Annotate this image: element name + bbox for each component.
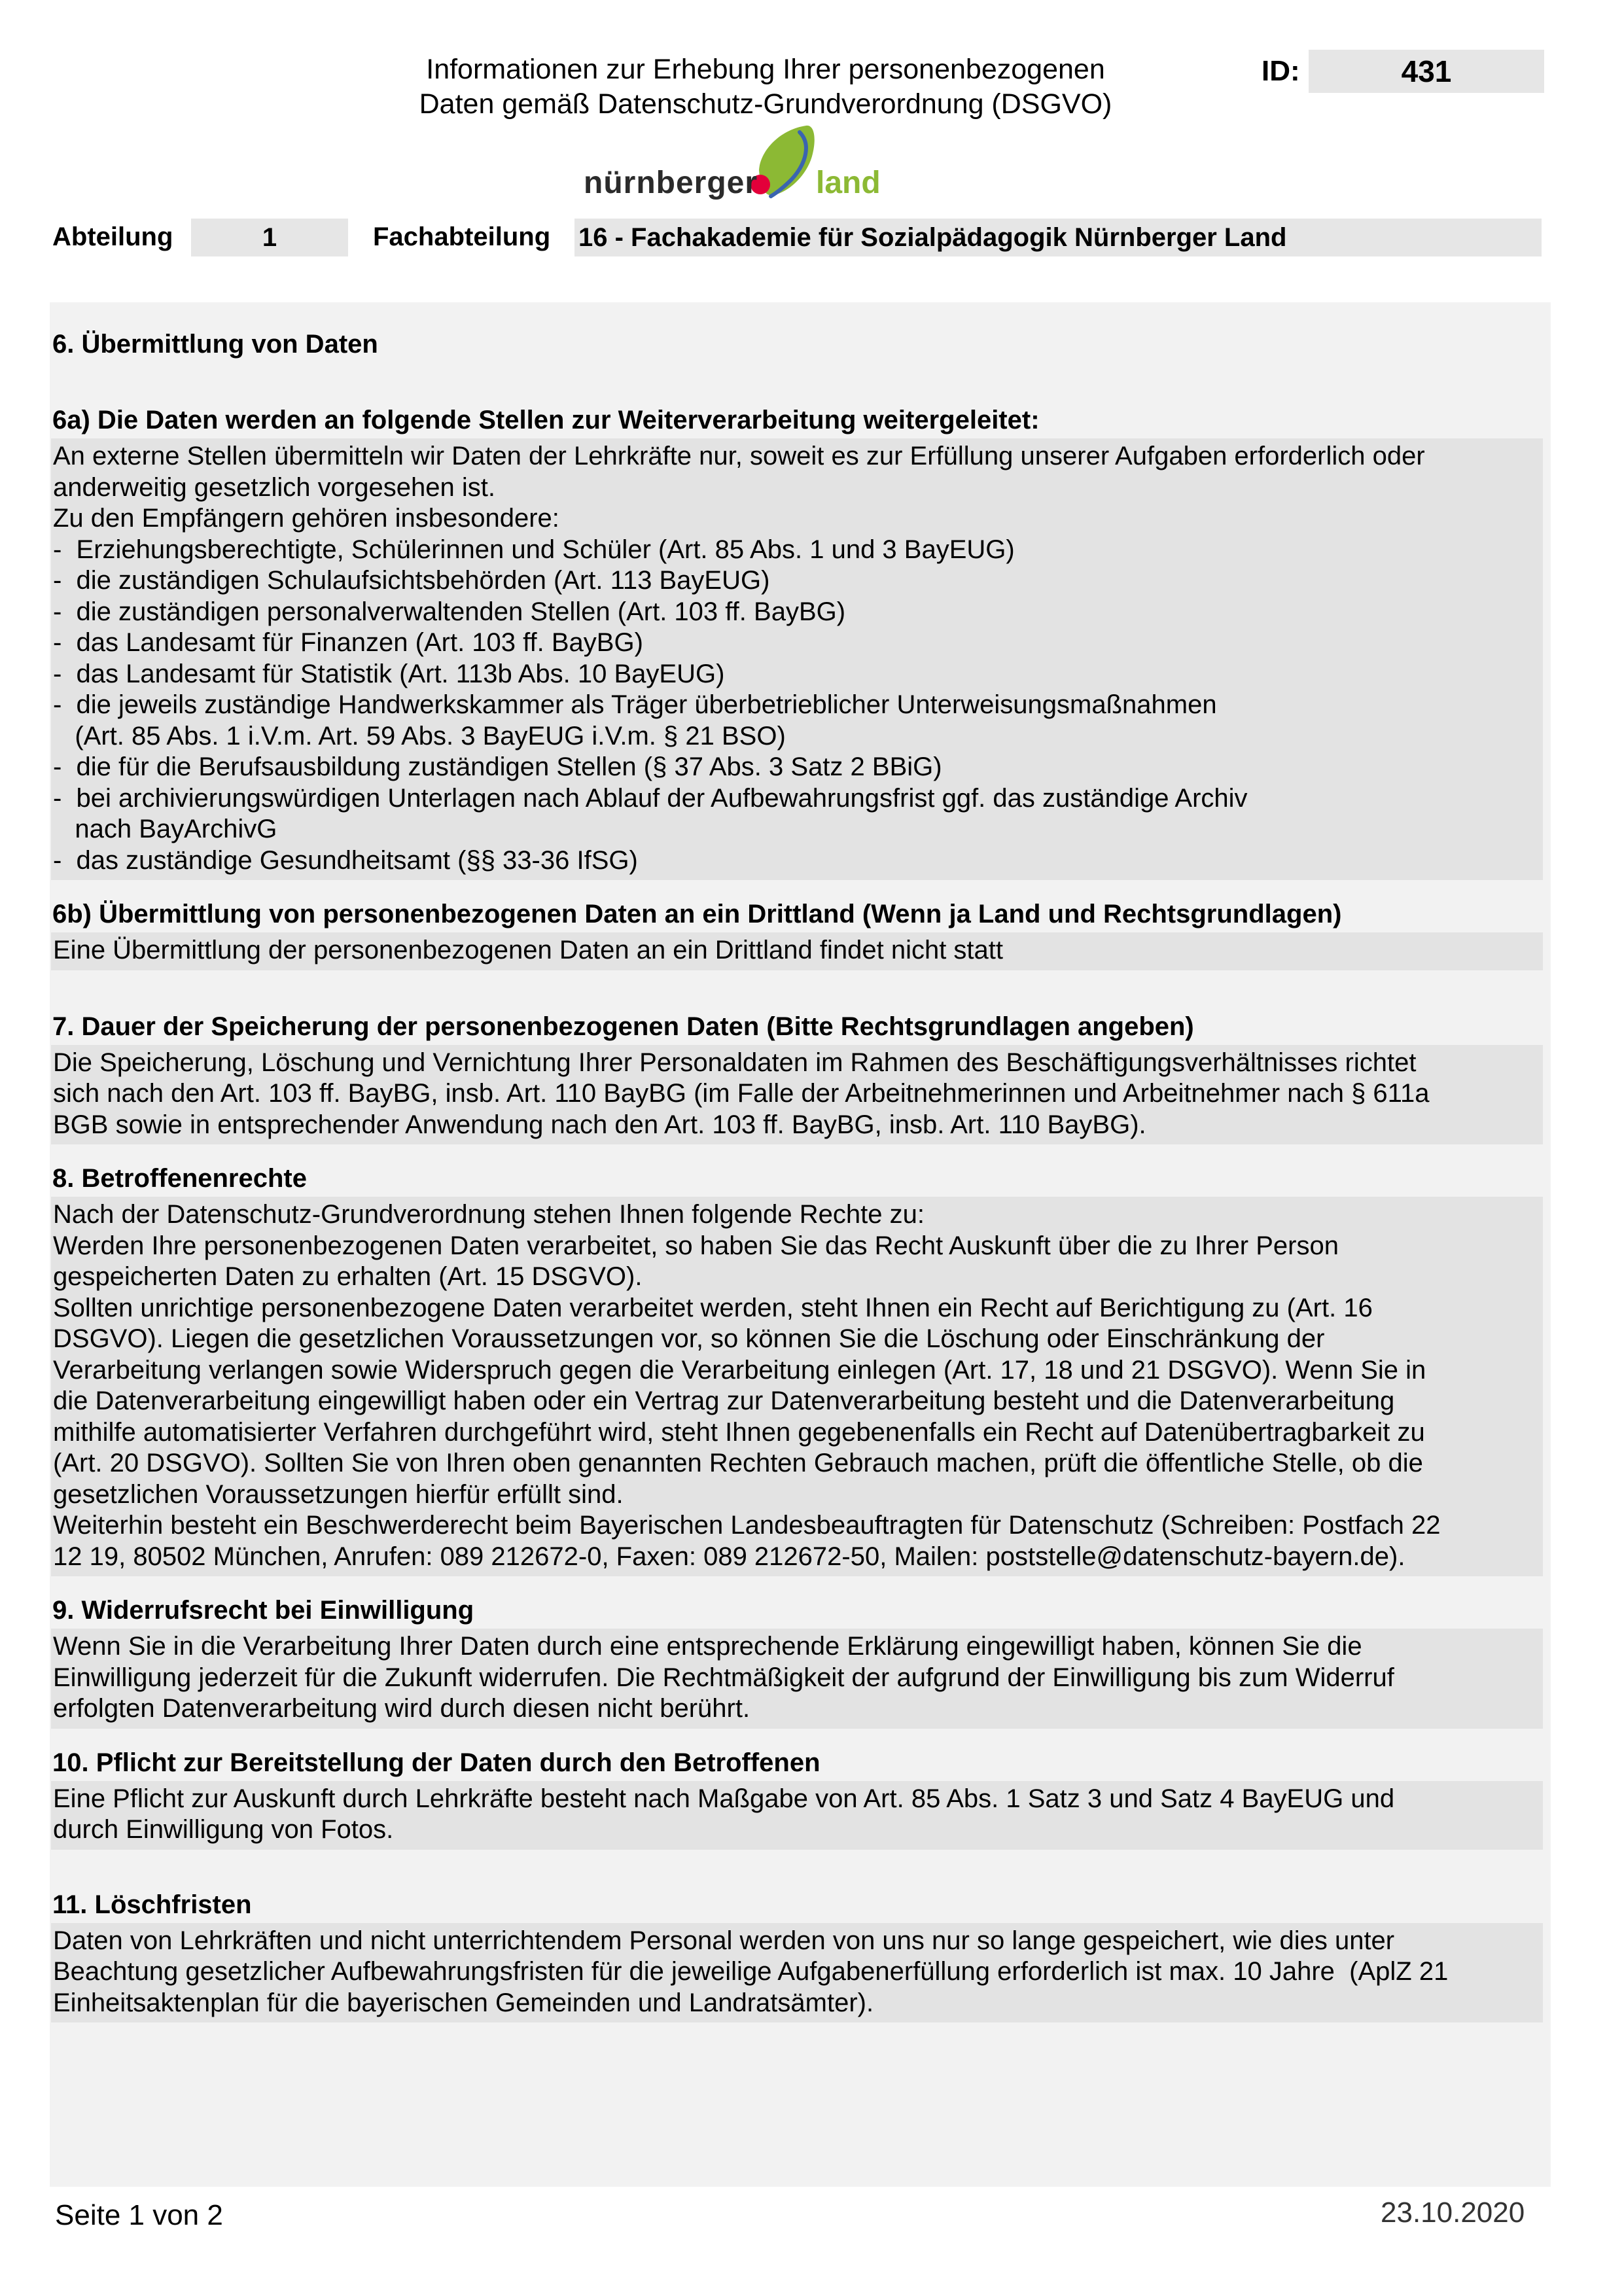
fachabteilung-field[interactable]: 16 - Fachakademie für Sozialpädagogik Nürnberger Land bbox=[574, 219, 1542, 256]
page-number: Seite 1 von 2 bbox=[55, 2199, 223, 2231]
section-7-field[interactable]: Die Speicherung, Löschung und Vernichtung Ihrer Personaldaten im Rahmen des Beschäftigungsverhältnisses richtet sich nach den Art. 103 ff. BayBG, insb. Art. 110 BayBG (im Falle der Arbeitnehmerinnen und Arbeitnehmer nach § 611a BGB sowie in entsprechender Anwendung nach den Art. 103 ff. BayBG, insb. Art. 110 BayBG). bbox=[51, 1045, 1543, 1145]
logo-text-right: land bbox=[816, 166, 881, 200]
abteilung-label: Abteilung bbox=[52, 222, 173, 251]
logo-text-left: nürnberger bbox=[584, 166, 758, 200]
document-title bbox=[262, 52, 1269, 122]
fachabteilung-label: Fachabteilung bbox=[373, 222, 551, 251]
section-9-title: 9. Widerrufsrecht bei Einwilligung bbox=[52, 1596, 474, 1625]
section-11-field[interactable]: Daten von Lehrkräften und nicht unterrichtendem Personal werden von uns nur so lange gespeichert, wie dies unter Beachtung gesetzlicher Aufbewahrungsfristen für die jeweilige Aufgabenerfüllung erforderlich ist max. 10 Jahre (AplZ 21 Einheitsaktenplan für die bayerischen Gemeinden und Landratsämter). bbox=[51, 1923, 1543, 2023]
section-10-title: 10. Pflicht zur Bereitstellung der Daten durch den Betroffenen bbox=[52, 1748, 821, 1777]
section-11-title: 11. Löschfristen bbox=[52, 1890, 252, 1919]
form-content bbox=[51, 327, 1543, 2022]
abteilung-field[interactable]: 1 bbox=[191, 219, 348, 256]
section-6-title: 6. Übermittlung von Daten bbox=[52, 330, 378, 359]
section-9-field[interactable]: Wenn Sie in die Verarbeitung Ihrer Daten durch eine entsprechende Erklärung eingewilligt haben, können Sie die Einwilligung jederzeit für die Zukunft widerrufen. Die Rechtmäßigkeit der aufgrund der Einwilligung bis zum Widerruf erfolgten Datenverarbeitung wird durch diesen nicht berührt. bbox=[51, 1629, 1543, 1729]
title-line-2: Daten gemäß Datenschutz-Grundverordnung (DSGVO) bbox=[419, 88, 1112, 120]
logo bbox=[584, 124, 885, 209]
section-8-field[interactable]: Nach der Datenschutz-Grundverordnung stehen Ihnen folgende Rechte zu: Werden Ihre personenbezogenen Daten verarbeitet, so haben Sie das Recht Auskunft über die zu Ihrer Person gespeicherten Daten zu erhalten (Art. 15 DSGVO). Sollten unrichtige personenbezogene Daten verarbeitet werden, steht Ihnen ein Recht auf Berichtigung zu (Art. 16 DSGVO). Liegen die gesetzlichen Voraussetzungen vor, so können Sie die Löschung oder Einschränkung der Verarbeitung verlangen sowie Widerspruch gegen die Verarbeitung einlegen (Art. 17, 18 und 21 DSGVO). Wenn Sie in die Datenverarbeitung eingewilligt haben oder ein Vertrag zur Datenverarbeitung besteht und die Datenverarbeitung mithilfe automatisierter Verfahren durchgeführt wird, steht Ihnen gegebenenfalls ein Recht auf Datenübertragbarkeit zu (Art. 20 DSGVO). Sollten Sie von Ihren oben genannten Rechten Gebrauch machen, prüft die öffentliche Stelle, ob die gesetzlichen Voraussetzungen hierfür erfüllt sind. Weiterhin besteht ein Beschwerderecht beim Bayerischen Landesbeauftragten für Datenschutz (Schreiben: Postfach 22 12 19, 80502 München, Anrufen: 089 212672-0, Faxen: 089 212672-50, Mailen: poststelle@datenschutz-bayern.de). bbox=[51, 1197, 1543, 1576]
section-7-title: 7. Dauer der Speicherung der personenbezogenen Daten (Bitte Rechtsgrundlagen angeben) bbox=[52, 1012, 1194, 1041]
document-date: 23.10.2020 bbox=[1381, 2197, 1525, 2229]
section-6b-field[interactable]: Eine Übermittlung der personenbezogenen Daten an ein Drittland findet nicht statt bbox=[51, 932, 1543, 970]
id-field[interactable]: 431 bbox=[1309, 50, 1544, 93]
id-label: ID: bbox=[1262, 55, 1300, 87]
section-6a-title: 6a) Die Daten werden an folgende Stellen zur Weiterverarbeitung weitergeleitet: bbox=[52, 406, 1040, 434]
section-8-title: 8. Betroffenenrechte bbox=[52, 1164, 307, 1193]
section-10-field[interactable]: Eine Pflicht zur Auskunft durch Lehrkräfte besteht nach Maßgabe von Art. 85 Abs. 1 Satz 3 und Satz 4 BayEUG und durch Einwilligung von Fotos. bbox=[51, 1781, 1543, 1850]
section-6b-title: 6b) Übermittlung von personenbezogenen Daten an ein Drittland (Wenn ja Land und Rechtsgrundlagen) bbox=[52, 900, 1342, 928]
section-6a-field[interactable]: An externe Stellen übermitteln wir Daten der Lehrkräfte nur, soweit es zur Erfüllung unserer Aufgaben erforderlich oder anderweitig gesetzlich vorgesehen ist. Zu den Empfängern gehören insbesondere: - Erziehungsberechtigte, Schülerinnen und Schüler (Art. 85 Abs. 1 und 3 BayEUG) - die zuständigen Schulaufsichtsbehörden (Art. 113 BayEUG) - die zuständigen personalverwaltenden Stellen (Art. 103 ff. BayBG) - das Landesamt für Finanzen (Art. 103 ff. BayBG) - das Landesamt für Statistik (Art. 113b Abs. 10 BayEUG) - die jeweils zuständige Handwerkskammer als Träger überbetrieblicher Unterweisungsmaßnahmen (Art. 85 Abs. 1 i.V.m. Art. 59 Abs. 3 BayEUG i.V.m. § 21 BSO) - die für die Berufsausbildung zuständigen Stellen (§ 37 Abs. 3 Satz 2 BBiG) - bei archivierungswürdigen Unterlagen nach Ablauf der Aufbewahrungsfrist ggf. das zuständige Archiv nach BayArchivG - das zuständige Gesundheitsamt (§§ 33-36 IfSG) bbox=[51, 438, 1543, 880]
title-line-1: Informationen zur Erhebung Ihrer personenbezogenen bbox=[426, 54, 1105, 85]
